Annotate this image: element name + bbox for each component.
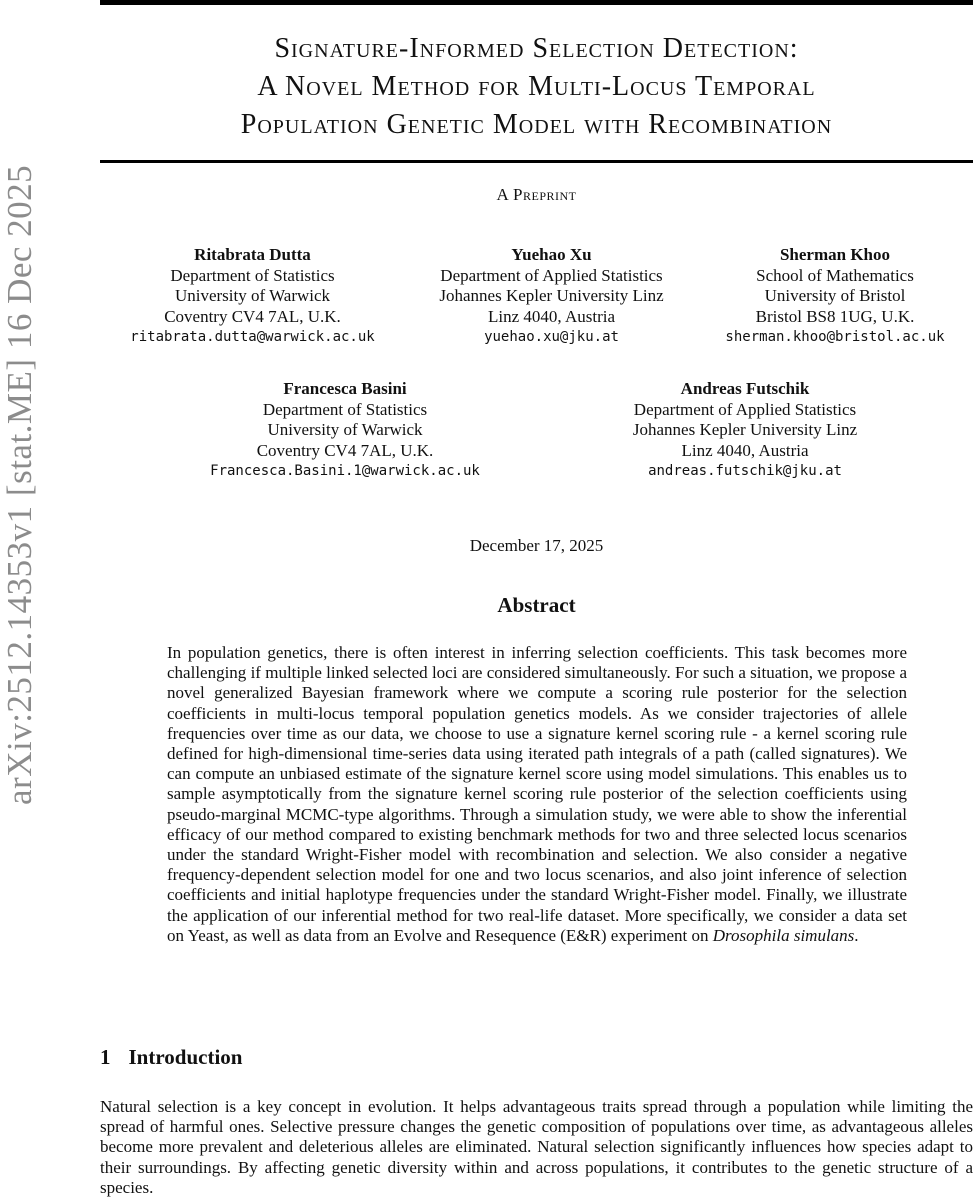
author-institution: University of Warwick <box>174 286 331 306</box>
author-name: Yuehao Xu <box>511 245 592 264</box>
author-block <box>185 379 505 482</box>
author-department: Department of Applied Statistics <box>633 399 857 419</box>
abstract-heading: Abstract <box>497 593 576 617</box>
arxiv-identifier-stamp: arXiv:2512.14353v1 [stat.ME] 16 Dec 2025 <box>0 164 39 805</box>
abstract-text-main: In population genetics, there is often interest in inferring selection coefficients. This task becomes more challenging if multiple linked selected loci are considered simultaneously. For such a situation, we propose a novel generalized Bayesian framework where we compute a scoring rule posterior for the selection coefficients in multi-locus temporal population genetics models. As we consider trajectories of allele frequencies over time as our data, we choose to use a signature kernel scoring rule - a kernel scoring rule defined for high-dimensional time-series data using iterated path integrals of a path (called signatures). We can compute an unbiased estimate of the signature kernel score using model simulations. This enables us to sample asymptotically from the signature kernel scoring rule posterior of the selection coefficients using pseudo-marginal MCMC-type algorithms. Through a simulation study, we were able to show the inferential efficacy of our method compared to existing benchmark methods for two and three selected locus scenarios under the standard Wright-Fisher model with recombination and selection. We also consider a negative frequency-dependent selection model for one and two locus scenarios, and also joint inference of selection coefficients and initial haplotype frequencies under the standard Wright-Fisher model. Finally, we illustrate the application of our inferential method for two real-life dataset. More specifically, we consider a data set on Yeast, as well as data from an Evolve and Resequence (E&R) experiment on <box>167 643 907 945</box>
author-institution: University of Bristol <box>764 286 906 306</box>
author-block <box>110 245 395 348</box>
author-block <box>705 245 965 348</box>
author-address: Coventry CV4 7AL, U.K. <box>256 440 434 460</box>
author-name: Andreas Futschik <box>680 379 810 398</box>
author-institution: Johannes Kepler University Linz <box>439 286 664 306</box>
paper-title <box>100 30 973 144</box>
title-line: Signature-Informed Selection Detection: <box>274 33 799 64</box>
abstract-text-end: . <box>854 925 859 945</box>
author-address: Linz 4040, Austria <box>487 306 615 326</box>
title-bottom-rule <box>100 160 973 163</box>
preprint-label: A Preprint <box>496 185 577 204</box>
author-email[interactable]: Francesca.Basini.1@warwick.ac.uk <box>210 463 480 480</box>
author-name: Francesca Basini <box>283 379 407 398</box>
author-address: Bristol BS8 1UG, U.K. <box>755 306 915 326</box>
author-department: Department of Applied Statistics <box>440 265 663 285</box>
author-name: Sherman Khoo <box>779 245 891 264</box>
abstract-text <box>167 643 907 946</box>
author-block <box>600 379 890 482</box>
publication-date: December 17, 2025 <box>469 536 604 555</box>
author-email[interactable]: andreas.futschik@jku.at <box>648 463 842 480</box>
author-institution: University of Warwick <box>267 420 423 440</box>
title-line: Population Genetic Model with Recombination <box>240 109 833 140</box>
author-email[interactable]: ritabrata.dutta@warwick.ac.uk <box>130 329 375 346</box>
author-email[interactable]: yuehao.xu@jku.at <box>484 329 619 346</box>
section-heading <box>100 1045 242 1070</box>
author-block <box>410 245 693 348</box>
author-department: School of Mathematics <box>756 265 914 285</box>
introduction-paragraph: Natural selection is a key concept in evolution. It helps advantageous traits spread through a population while limiting the spread of harmful ones. Selective pressure changes the genetic composition of populations over time, as advantageous alleles become more prevalent and deleterious alleles are eliminated. Natural selection significantly influences how species adapt to their surroundings. By affecting genetic diversity within and across populations, it contributes to the genetic structure of a species. <box>100 1097 973 1197</box>
author-department: Department of Statistics <box>170 265 335 285</box>
author-address: Coventry CV4 7AL, U.K. <box>164 306 341 326</box>
author-department: Department of Statistics <box>262 399 428 419</box>
species-name: Drosophila simulans <box>712 925 855 945</box>
author-institution: Johannes Kepler University Linz <box>632 420 858 440</box>
author-email[interactable]: sherman.khoo@bristol.ac.uk <box>725 329 945 346</box>
author-name: Ritabrata Dutta <box>194 245 311 264</box>
author-address: Linz 4040, Austria <box>681 440 809 460</box>
section-number: 1 <box>100 1045 111 1069</box>
section-title: Introduction <box>128 1045 243 1069</box>
title-line: A Novel Method for Multi-Locus Temporal <box>257 71 816 102</box>
title-top-rule <box>100 0 973 5</box>
